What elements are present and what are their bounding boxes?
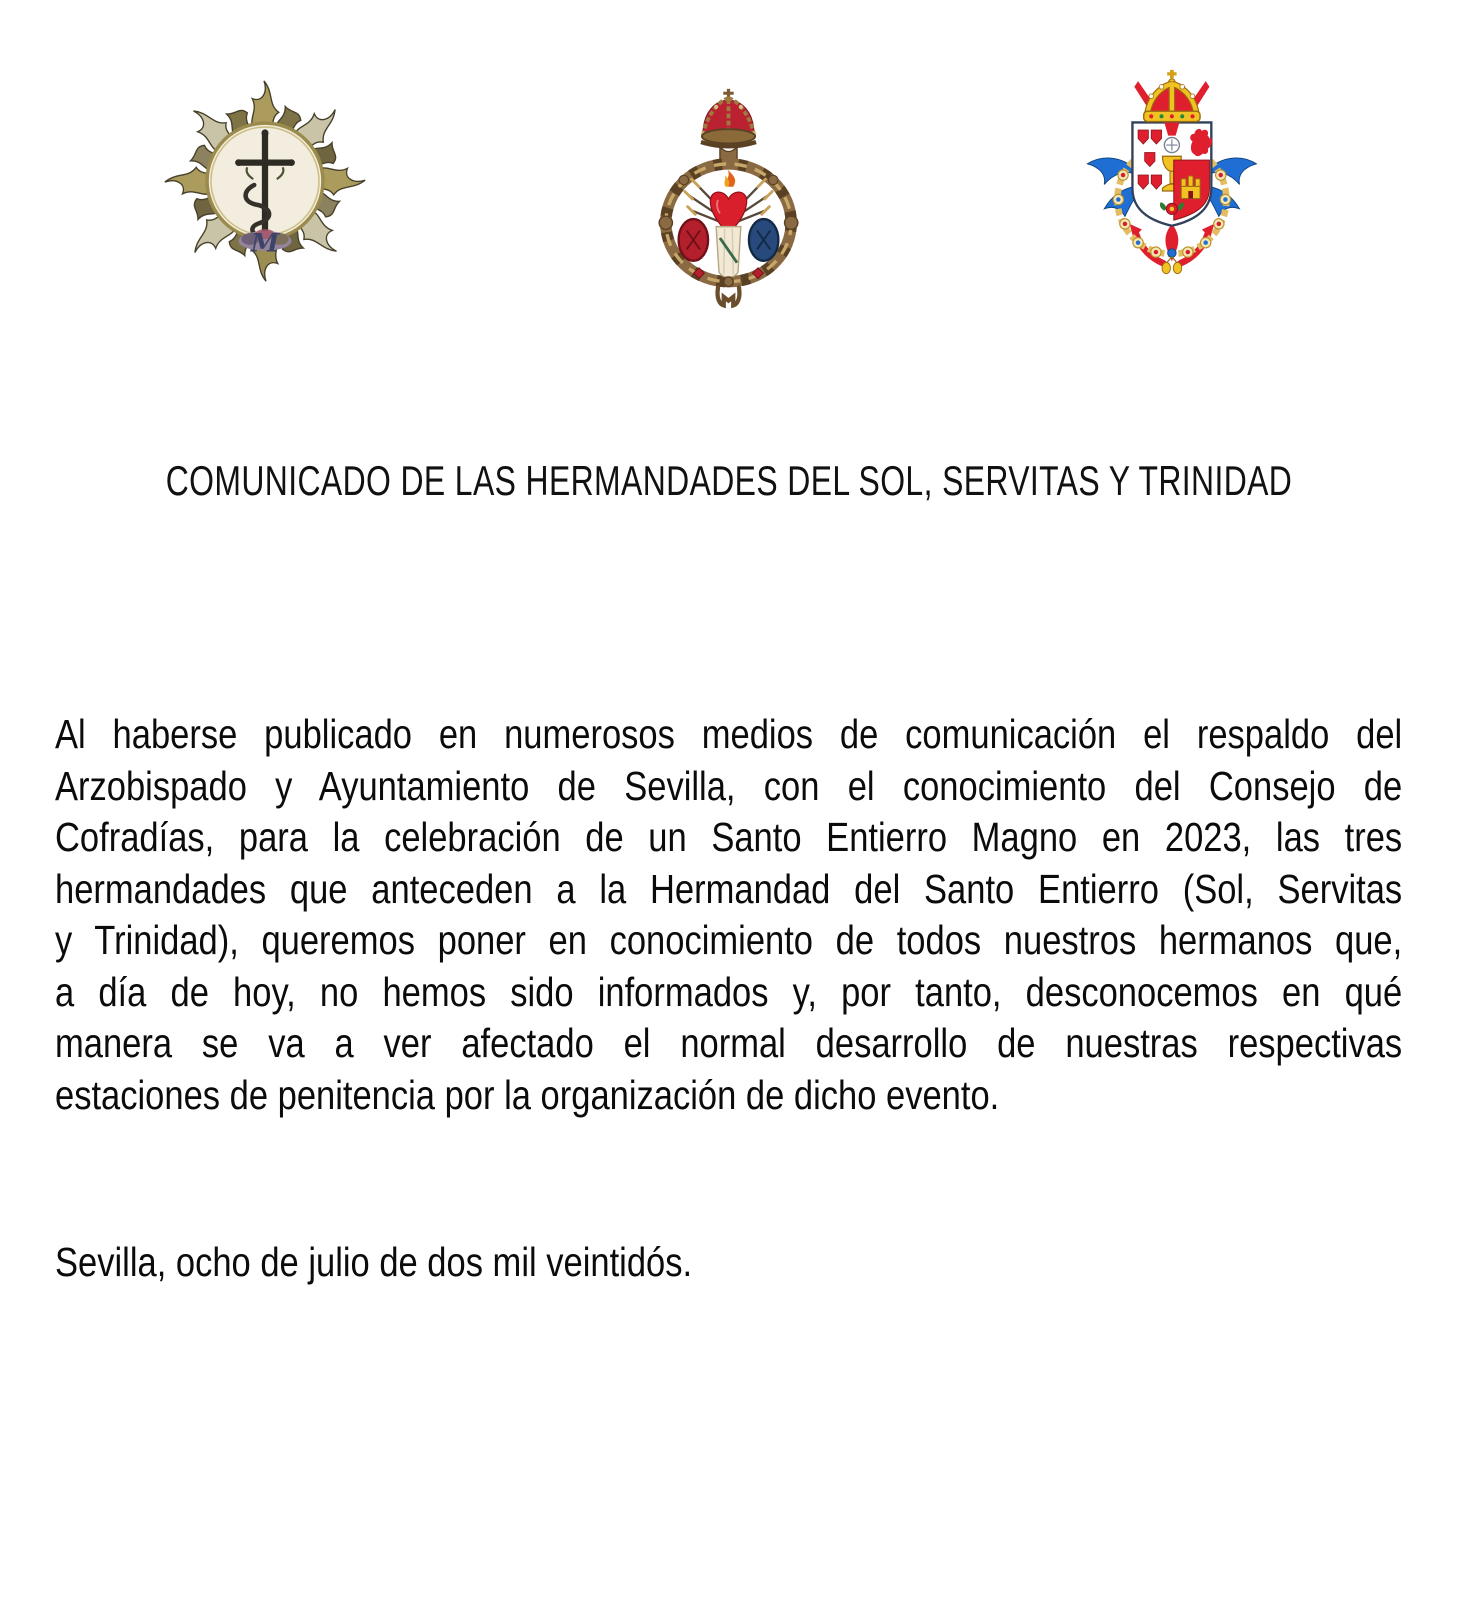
body-paragraph xyxy=(55,709,1402,1121)
white-shield xyxy=(1132,122,1211,225)
castle-icon xyxy=(1181,176,1200,199)
paragraph-line: y Trinidad), queremos poner en conocimiento de todos nuestros hermanos que, xyxy=(55,917,1403,963)
paragraph-line: estaciones de penitencia por la organización de dicho evento. xyxy=(55,1071,1000,1118)
emblem-hermandad-del-sol xyxy=(157,77,373,293)
date-line: Sevilla, ocho de julio de dos mil veintidós. xyxy=(55,1239,693,1285)
marian-monogram: M xyxy=(250,228,280,259)
sol-sun-cross-emblem-icon xyxy=(157,77,373,293)
white-drape xyxy=(716,227,741,278)
paragraph-line: hermandades que anteceden a la Hermandad del Santo Entierro (Sol, Servitas xyxy=(55,865,1403,912)
page-title: COMUNICADO DE LAS HERMANDADES DEL SOL, SERVITAS Y TRINIDAD xyxy=(165,457,1292,504)
paragraph-line: Al haberse publicado en numerosos medios de comunicación el respaldo del xyxy=(55,711,1403,757)
emblem-hermandad-servitas xyxy=(657,86,800,314)
trinidad-crowned-shield-emblem-icon xyxy=(1076,68,1264,284)
paragraph-line: Cofradías, para la celebración de un Santo Entierro Magno en 2023, las tres xyxy=(55,814,1403,860)
paragraph-line: Arzobispado y Ayuntamiento de Sevilla, con el conocimiento del Consejo de xyxy=(55,762,1403,809)
emblem-hermandad-trinidad xyxy=(1076,68,1264,284)
garland-blue-jewel xyxy=(1168,249,1176,257)
flaming-heart-icon xyxy=(710,170,746,236)
paragraph-line: a día de hoy, no hemos sido informados y, por tanto, desconocemos en qué xyxy=(55,968,1403,1015)
royal-crown-icon xyxy=(701,89,756,146)
servitas-crowned-pierced-heart-emblem-icon xyxy=(657,86,800,314)
fork-pendant-icon xyxy=(718,287,740,305)
paragraph-line: manera se va a ver afectado el normal desarrollo de nuestras respectivas xyxy=(55,1020,1403,1066)
royal-crown-icon xyxy=(1144,70,1200,122)
wreath-clasp xyxy=(724,277,734,287)
